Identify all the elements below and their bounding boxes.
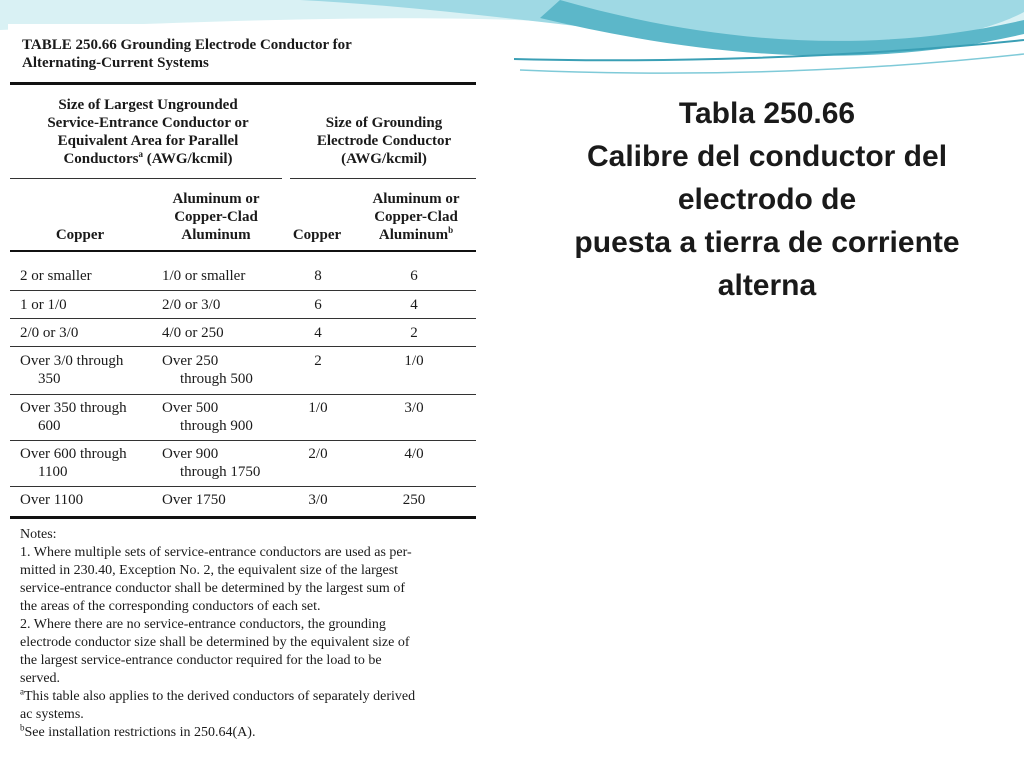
table-row-6-gec-aluminum: 4/0 (404, 446, 424, 462)
row-divider (10, 486, 476, 487)
slide-title-line: alterna (717, 269, 817, 302)
table-row-2-gec-copper: 6 (314, 297, 322, 313)
table-scan (8, 24, 514, 768)
table-row-5-copper: Over 350 through 600 (20, 400, 127, 434)
table-row-5-gec-aluminum: 3/0 (404, 400, 424, 416)
col-header-copper: Copper (55, 227, 105, 243)
table-row-6-copper: Over 600 through 1100 (20, 446, 127, 480)
table-row-7-gec-copper: 3/0 (308, 492, 328, 508)
col-header-aluminum: Aluminum or Copper-Clad Aluminum (172, 191, 260, 243)
table-row-2-copper: 1 or 1/0 (20, 297, 67, 313)
table-row-1-aluminum: 1/0 or smaller (162, 268, 246, 284)
table-row-3-gec-copper: 4 (314, 325, 322, 341)
table-row-3-gec-aluminum: 2 (410, 325, 418, 341)
row-divider (10, 394, 476, 395)
table-row-1-gec-copper: 8 (314, 268, 322, 284)
row-divider (10, 440, 476, 441)
col-header-aluminum-gec: Aluminum or Copper-Clad Aluminum$^b$ (372, 191, 460, 243)
table-row-4-gec-aluminum: 1/0 (404, 353, 424, 369)
header-service-entrance: Size of Largest Ungrounded Service-Entrance Conductor or Equivalent Area for Parallel Conductors$^a$ (AWG/kcmil) (47, 97, 249, 167)
slide-title-line: puesta a tierra de corriente (574, 226, 960, 259)
table-row-1-copper: 2 or smaller (20, 268, 92, 284)
table-row-6-gec-copper: 2/0 (308, 446, 328, 462)
table-top-rule (10, 82, 476, 85)
slide-title (520, 92, 1014, 307)
table-row-6-aluminum: Over 900 through 1750 (162, 446, 261, 480)
header-group-rule-left (10, 178, 282, 179)
table-row-4-copper: Over 3/0 through 350 (20, 353, 124, 387)
header-group-rule-right (290, 178, 476, 179)
table-row-4-aluminum: Over 250 through 500 (162, 353, 253, 387)
col-header-copper-gec: Copper (292, 227, 342, 243)
table-row-7-gec-aluminum: 250 (402, 492, 426, 508)
table-row-3-aluminum: 4/0 or 250 (162, 325, 224, 341)
slide-title-line: Calibre del conductor del (586, 140, 948, 173)
table-row-7-copper: Over 1100 (20, 492, 84, 508)
header-grounding-electrode: Size of Grounding Electrode Conductor (AWG/kcmil) (316, 115, 452, 167)
slide-title-line: Tabla 250.66 (678, 97, 856, 130)
table-row-5-aluminum: Over 500 through 900 (162, 400, 253, 434)
table-row-3-copper: 2/0 or 3/0 (20, 325, 79, 341)
table-row-4-gec-copper: 2 (314, 353, 322, 369)
table-notes: Notes: 1. Where multiple sets of service-entrance conductors are used as per- mitted in 230.40, Exception No. 2, the equivalent size of the largest service-entrance conductor shall be determined by the largest sum of the areas of the corresponding conductors of each set. 2. Where there are no service-entrance conductors, the grounding electrode conductor size shall be determined by the equivalent size of the largest service-entrance conductor required for the load to be served. $^a$This table also applies to the derived conductors of separately derived ac systems. $^b$See installation restrictions in 250.64(A). (20, 527, 416, 740)
table-row-5-gec-copper: 1/0 (308, 400, 328, 416)
table-row-7-aluminum: Over 1750 (162, 492, 226, 508)
row-divider (10, 318, 476, 319)
row-divider (10, 290, 476, 291)
header-bottom-rule (10, 250, 476, 252)
slide-title-line: electrodo de (677, 183, 857, 216)
table-row-2-aluminum: 2/0 or 3/0 (162, 297, 221, 313)
table-row-1-gec-aluminum: 6 (410, 268, 418, 284)
row-divider (10, 346, 476, 347)
table-row-2-gec-aluminum: 4 (410, 297, 418, 313)
table-title: TABLE 250.66 Grounding Electrode Conductor for Alternating-Current Systems (22, 37, 352, 71)
table-bottom-rule (10, 516, 476, 519)
